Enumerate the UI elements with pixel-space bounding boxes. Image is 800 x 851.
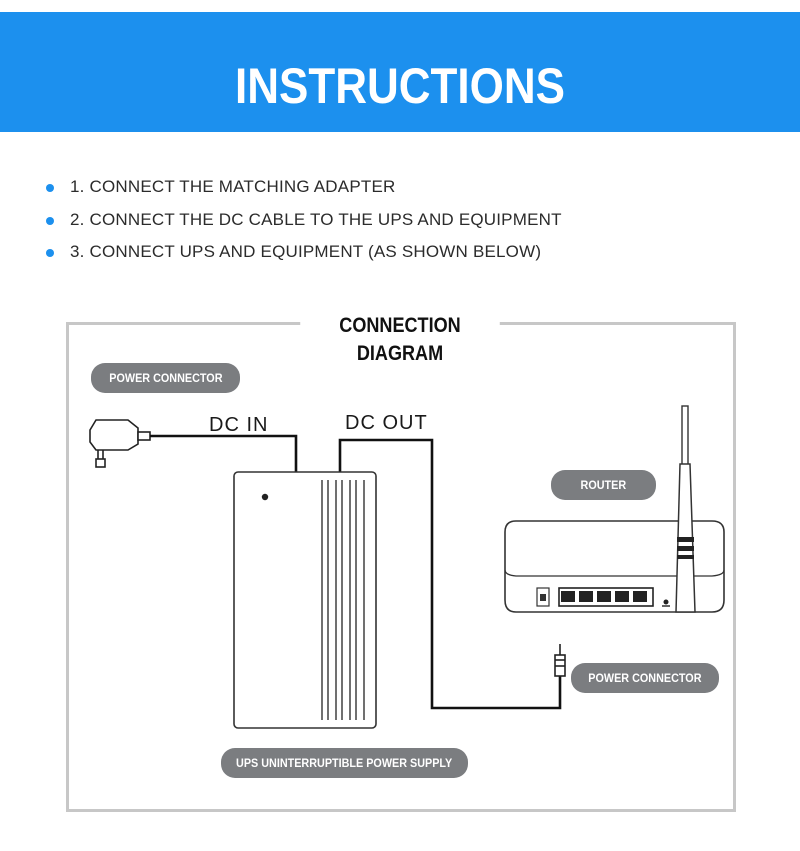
- router-tag-text: ROUTER: [580, 478, 627, 492]
- instruction-step-text: 2. CONNECT THE DC CABLE TO THE UPS AND EQUIPMENT: [70, 209, 562, 229]
- dc-plug-icon: [555, 644, 565, 676]
- ups-device-icon: [234, 472, 376, 728]
- power-connector-tag-text: POWER CONNECTOR: [588, 671, 702, 685]
- instruction-step-text: 3. CONNECT UPS AND EQUIPMENT (AS SHOWN BELOW): [70, 242, 542, 261]
- dc-in-label: DC IN: [209, 414, 269, 436]
- ups-tag: [221, 748, 468, 778]
- dc-out-label: DC OUT: [345, 412, 428, 434]
- diagram-title: CONNECTION DIAGRAM: [300, 312, 500, 340]
- power-adapter-icon: [90, 420, 150, 467]
- instruction-step-text: 1. CONNECT THE MATCHING ADAPTER: [70, 177, 396, 196]
- dc-in-cable: [150, 436, 296, 472]
- ups-tag-text: UPS UNINTERRUPTIBLE POWER SUPPLY: [236, 756, 453, 770]
- power-connector-tag-bottom: [571, 663, 719, 693]
- power-connector-tag: [91, 363, 240, 393]
- power-connector-tag-text: POWER CONNECTOR: [108, 371, 223, 385]
- router-icon: [505, 406, 724, 612]
- page-title: INSTRUCTIONS: [235, 58, 565, 114]
- router-tag: [551, 470, 656, 500]
